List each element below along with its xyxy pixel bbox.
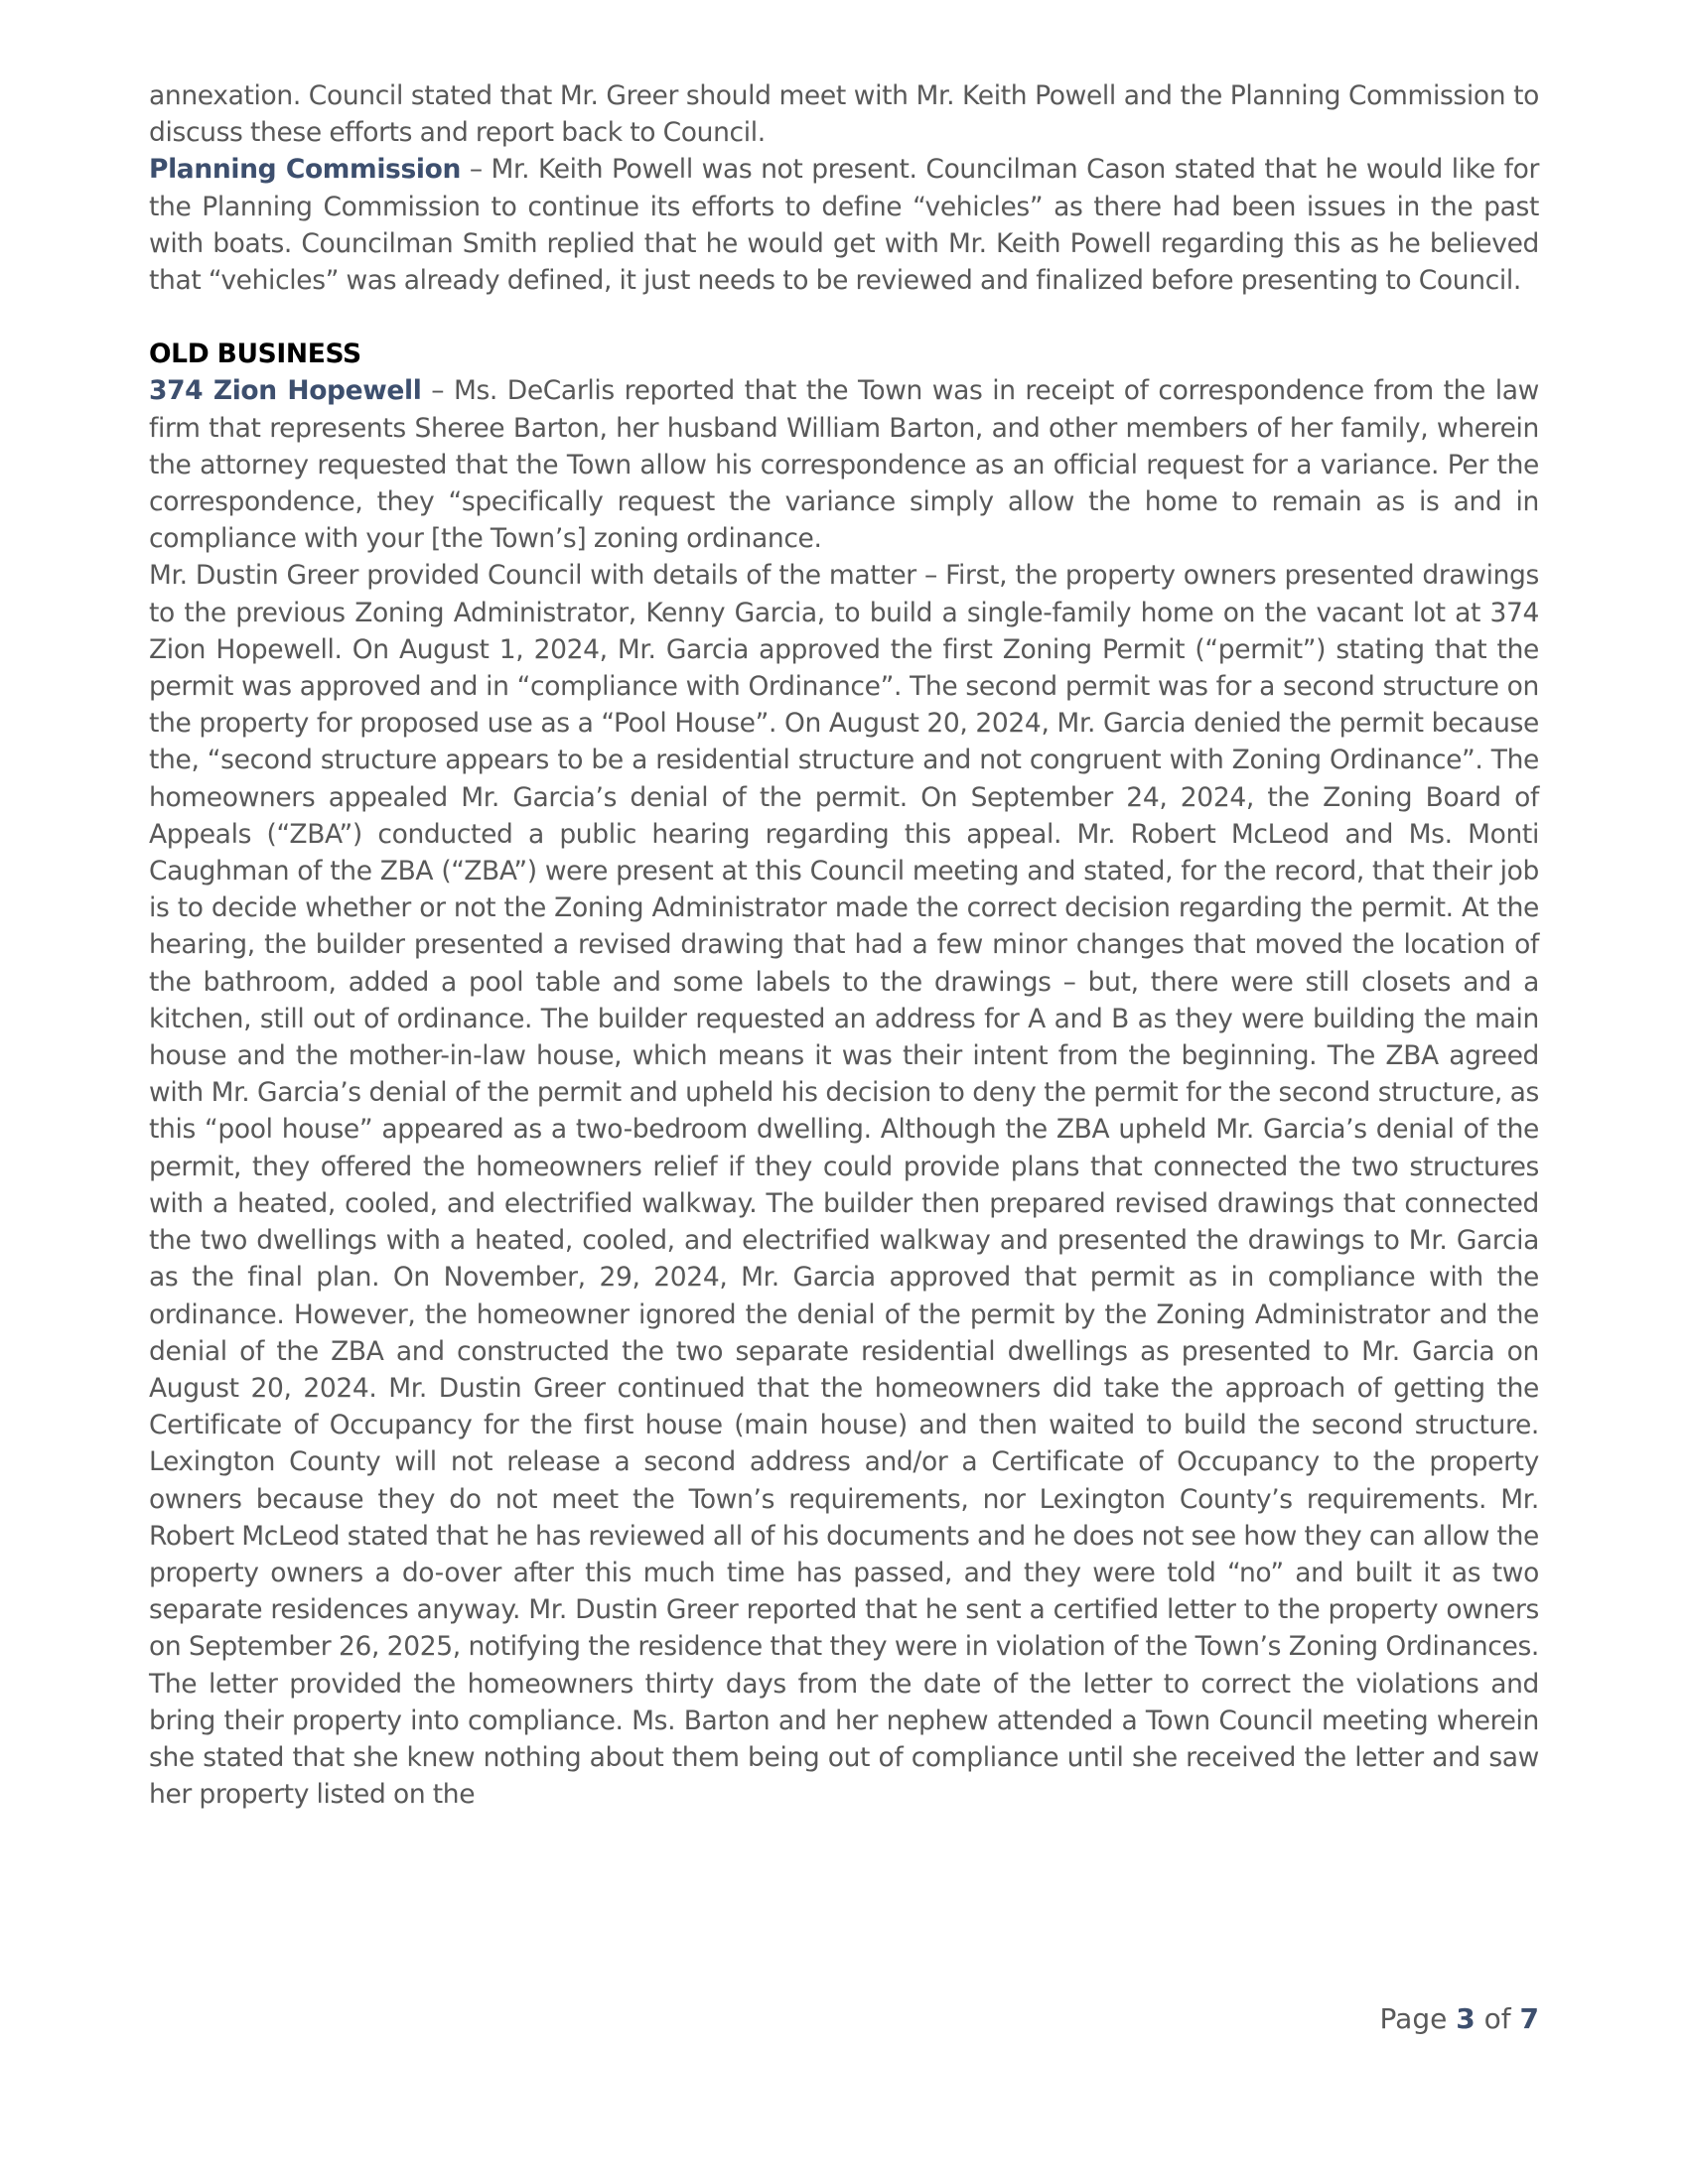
zion-hopewell-label: 374 Zion Hopewell bbox=[149, 375, 422, 407]
intro-paragraph: annexation. Council stated that Mr. Greer should meet with Mr. Keith Powell and the Planning Commission to discuss these efforts and report back to Council. bbox=[149, 80, 1539, 149]
document-body bbox=[149, 77, 1539, 1813]
page-number-prefix: Page bbox=[1379, 2002, 1457, 2035]
page-number-total: 7 bbox=[1519, 2002, 1539, 2035]
zion-hopewell-paragraph bbox=[149, 372, 1539, 557]
page-number-current: 3 bbox=[1456, 2002, 1476, 2035]
page-number-middle: of bbox=[1475, 2002, 1520, 2035]
zion-hopewell-text: – Ms. DeCarlis reported that the Town was in receipt of correspondence from the law firm that represents Sheree Barton, her husband William Barton, and other members of her family, wherein the attorney requested that the Town allow his correspondence as an official request for a variance. Per the correspondence, they “specifically request the variance simply allow the home to remain as is and in compliance with your [the Town’s] zoning ordinance. bbox=[149, 375, 1540, 555]
section-heading-old-business: OLD BUSINESS bbox=[149, 339, 361, 370]
page-number bbox=[1380, 2001, 1539, 2037]
planning-commission-label: Planning Commission bbox=[149, 154, 462, 186]
planning-commission-text: – Mr. Keith Powell was not present. Councilman Cason stated that he would like for the Planning Commission to continue its efforts to define “vehicles” as there had been issues in the past with boats. Councilman Smith replied that he would get with Mr. Keith Powell regarding this as he believed that “vehicles” was already defined, it just needs to be reviewed and finalized before presenting to Council. bbox=[149, 154, 1539, 297]
planning-commission-paragraph bbox=[149, 151, 1539, 299]
greer-details-paragraph: Mr. Dustin Greer provided Council with details of the matter – First, the property owners presented drawings to the previous Zoning Administrator, Kenny Garcia, to build a single-family home on the vacant lot at 374 Zion Hopewell. On August 1, 2024, Mr. Garcia approved the first Zoning Permit (“permit”) stating that the permit was approved and in “compliance with Ordinance”. The second permit was for a second structure on the property for proposed use as a “Pool House”. On August 20, 2024, Mr. Garcia denied the permit because the, “second structure appears to be a residential structure and not congruent with Zoning Ordinance”. The homeowners appealed Mr. Garcia’s denial of the permit. On September 24, 2024, the Zoning Board of Appeals (“ZBA”) conducted a public hearing regarding this appeal. Mr. Robert McLeod and Ms. Monti Caughman of the ZBA (“ZBA”) were present at this Council meeting and stated, for the record, that their job is to decide whether or not the Zoning Administrator made the correct decision regarding the permit. At the hearing, the builder presented a revised drawing that had a few minor changes that moved the location of the bathroom, added a pool table and some labels to the drawings – but, there were still closets and a kitchen, still out of ordinance. The builder requested an address for A and B as they were building the main house and the mother-in-law house, which means it was their intent from the beginning. The ZBA agreed with Mr. Garcia’s denial of the permit and upheld his decision to deny the permit for the second structure, as this “pool house” appeared as a two-bedroom dwelling. Although the ZBA upheld Mr. Garcia’s denial of the permit, they offered the homeowners relief if they could provide plans that connected the two structures with a heated, cooled, and electrified walkway. The builder then prepared revised drawings that connected the two dwellings with a heated, cooled, and electrified walkway and presented the drawings to Mr. Garcia as the final plan. On November, 29, 2024, Mr. Garcia approved that permit as in compliance with the ordinance. However, the homeowner ignored the denial of the permit by the Zoning Administrator and the denial of the ZBA and constructed the two separate residential dwellings as presented to Mr. Garcia on August 20, 2024. Mr. Dustin Greer continued that the homeowners did take the approach of getting the Certificate of Occupancy for the first house (main house) and then waited to build the second structure. Lexington County will not release a second address and/or a Certificate of Occupancy to the property owners because they do not meet the Town’s requirements, nor Lexington County’s requirements. Mr. Robert McLeod stated that he has reviewed all of his documents and he does not see how they can allow the property owners a do-over after this much time has passed, and they were told “no” and built it as two separate residences anyway. Mr. Dustin Greer reported that he sent a certified letter to the property owners on September 26, 2025, notifying the residence that they were in violation of the Town’s Zoning Ordinances. The letter provided the homeowners thirty days from the date of the letter to correct the violations and bring their property into compliance. Ms. Barton and her nephew attended a Town Council meeting wherein she stated that she knew nothing about them being out of compliance until she received the letter and saw her property listed on the bbox=[149, 560, 1539, 1811]
